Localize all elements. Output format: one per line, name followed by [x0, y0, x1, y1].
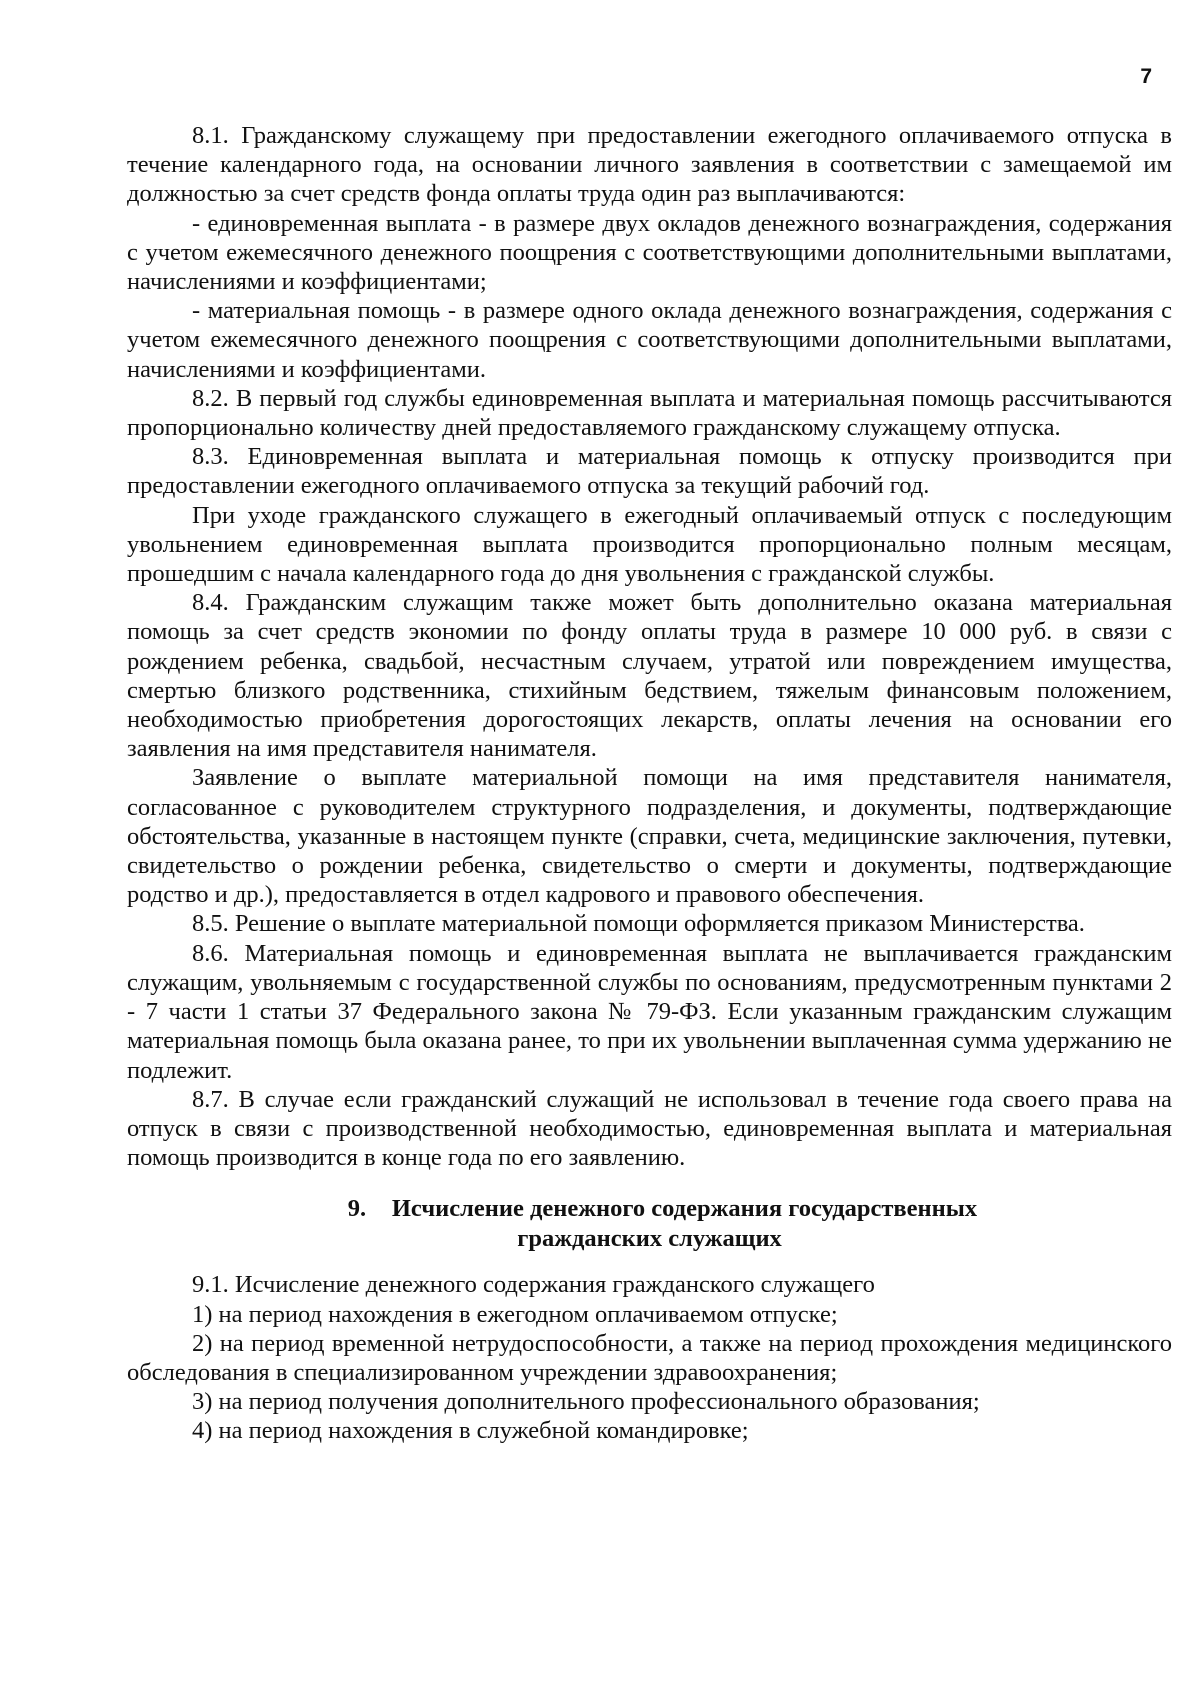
paragraph-8-4-continued: Заявление о выплате материальной помощи на имя представителя нанимателя, согласованное с руководителем структурного подразделения, и документы, подтверждающие обстоятельства, указанные в настоящем пункте (справки, счета, медицинские заключения, путевки, свидетельство о рождении ребенка, свидетельство о смерти и документы, подтверждающие родство и др.), предоставляется в отдел кадрового и правового обеспечения.: [127, 764, 1172, 909]
paragraph-9-1: 9.1. Исчисление денежного содержания гражданского служащего: [192, 1271, 875, 1299]
paragraph-8-1-bullet-1: - единовременная выплата - в размере двух окладов денежного вознаграждения, содержания с учетом ежемесячного денежного поощрения с соответствующими дополнительными выплатами, начислениями и коэффициентами;: [127, 209, 1172, 296]
paragraph-8-3-continued: При уходе гражданского служащего в ежегодный оплачиваемый отпуск с последующим увольнением единовременная выплата производится пропорционально полным месяцам, прошедшим с начала календарного года до дня увольнения с гражданской службы.: [127, 501, 1172, 588]
document-body: [127, 121, 1172, 1446]
paragraph-8-4: 8.4. Гражданским служащим также может быть дополнительно оказана материальная помощь за счет средств экономии по фонду оплаты труда в размере 10 000 руб. в связи с рождением ребенка, свадьбой, несчастным случаем, утратой или повреждением имущества, смертью близкого родственника, стихийным бедствием, тяжелым финансовым положением, необходимостью приобретения дорогостоящих лекарств, оплаты лечения на основании его заявления на имя представителя нанимателя.: [127, 589, 1172, 763]
list-item-3: 3) на период получения дополнительного профессионального образования;: [192, 1388, 980, 1416]
paragraph-8-3: 8.3. Единовременная выплата и материальная помощь к отпуску производится при предоставлении ежегодного оплачиваемого отпуска за текущий рабочий год.: [127, 443, 1172, 500]
section-9-title-line-2: гражданских служащих: [517, 1225, 782, 1253]
section-9-title-line-1: Исчисление денежного содержания государственных: [391, 1195, 978, 1223]
page-number: 7: [1140, 65, 1152, 88]
list-item-4: 4) на период нахождения в служебной командировке;: [192, 1417, 749, 1445]
paragraph-8-2: 8.2. В первый год службы единовременная выплата и материальная помощь рассчитываются пропорционально количеству дней предоставляемого гражданскому служащему отпуска.: [127, 384, 1172, 442]
paragraph-8-7: 8.7. В случае если гражданский служащий не использовал в течение года своего права на отпуск в связи с производственной необходимостью, единовременная выплата и материальная помощь производится в конце года по его заявлению.: [127, 1085, 1172, 1172]
paragraph-8-1: 8.1. Гражданскому служащему при предоставлении ежегодного оплачиваемого отпуска в течение календарного года, на основании личного заявления в соответствии с замещаемой им должностью за счет средств фонда оплаты труда один раз выплачиваются:: [127, 122, 1172, 208]
section-9-heading: [127, 1194, 1172, 1254]
list-item-1: 1) на период нахождения в ежегодном оплачиваемом отпуске;: [192, 1300, 838, 1328]
paragraph-8-6: 8.6. Материальная помощь и единовременная выплата не выплачивается гражданским служащим, увольняемым с государственной службы по основаниям, предусмотренным пунктами 2 - 7 части 1 статьи 37 Федерального закона № 79-ФЗ. Если указанным гражданским служащим материальная помощь была оказана ранее, то при их увольнении выплаченная сумма удержанию не подлежит.: [127, 939, 1172, 1084]
paragraph-8-5: 8.5. Решение о выплате материальной помощи оформляется приказом Министерства.: [192, 910, 1085, 938]
paragraph-8-1-bullet-2: - материальная помощь - в размере одного оклада денежного вознаграждения, содержания с учетом ежемесячного денежного поощрения с соответствующими дополнительными выплатами, начислениями и коэффициентами.: [127, 297, 1172, 383]
list-item-2: 2) на период временной нетрудоспособности, а также на период прохождения медицинского обследования в специализированном учреждении здравоохранения;: [127, 1329, 1172, 1386]
section-9-number: 9.: [347, 1195, 367, 1223]
